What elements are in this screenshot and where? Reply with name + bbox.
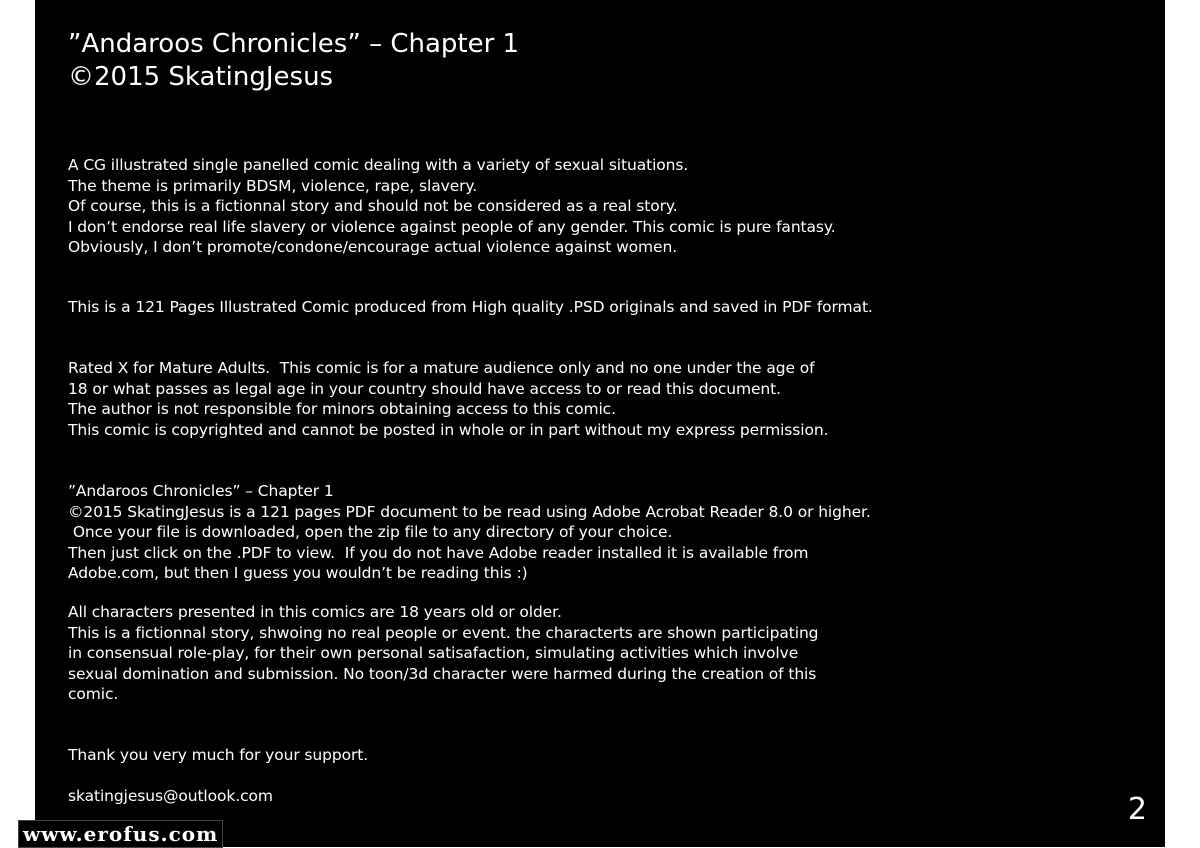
text-line: This is a fictionnal story, shwoing no real people or event. the characterts are shown participating [68,623,819,642]
contact-email [68,786,273,807]
document-title: ”Andaroos Chronicles” – Chapter 1 [68,29,520,59]
text-line: The theme is primarily BDSM, violence, rape, slavery. [68,176,478,195]
page-number: 2 [1127,792,1147,827]
document-header [68,28,519,94]
rating-paragraph [68,358,828,440]
text-line: comic. [68,685,119,703]
text-line: sexual domination and submission. No toon/3d character were harmed during the creation of this [68,664,817,683]
text-line: 18 or what passes as legal age in your country should have access to or read this document. [68,379,781,398]
text-line: Obviously, I don’t promote/condone/encourage actual violence against women. [68,238,678,256]
characters-paragraph [68,602,818,705]
text-line: in consensual role-play, for their own personal satisafaction, simulating activities which involve [68,644,799,662]
email-text: skatingjesus@outlook.com [68,787,273,805]
text-line: All characters presented in this comics are 18 years old or older. [68,603,562,621]
site-watermark: www.erofus.com [18,820,223,848]
thanks-line [68,745,368,766]
text-line: This is a 121 Pages Illustrated Comic produced from High quality .PSD originals and saved in PDF format. [68,298,873,316]
reader-info-paragraph [68,481,871,584]
copyright-line: ©2015 SkatingJesus [68,62,334,92]
text-line: I don’t endorse real life slavery or violence against people of any gender. This comic is pure fantasy. [68,217,836,236]
text-line: Then just click on the .PDF to view. If you do not have Adobe reader installed it is available from [68,543,809,562]
text-line: Rated X for Mature Adults. This comic is for a mature audience only and no one under the age of [68,359,815,377]
text-line: Of course, this is a fictionnal story and should not be considered as a real story. [68,197,678,215]
text-line: Once your file is downloaded, open the zip file to any directory of your choice. [68,523,673,541]
text-line: Adobe.com, but then I guess you wouldn’t be reading this :) [68,564,528,582]
thanks-text: Thank you very much for your support. [68,746,369,764]
text-line: ”Andaroos Chronicles” – Chapter 1 [68,482,334,500]
intro-paragraph [68,155,836,258]
text-line: The author is not responsible for minors obtaining access to this comic. [68,400,616,418]
document-page [35,0,1165,847]
pages-info-paragraph [68,297,873,318]
text-line: A CG illustrated single panelled comic dealing with a variety of sexual situations. [68,156,689,174]
text-line: ©2015 SkatingJesus is a 121 pages PDF document to be read using Adobe Acrobat Reader 8.0 or higher. [68,502,871,521]
text-line: This comic is copyrighted and cannot be posted in whole or in part without my express permission. [68,420,829,439]
